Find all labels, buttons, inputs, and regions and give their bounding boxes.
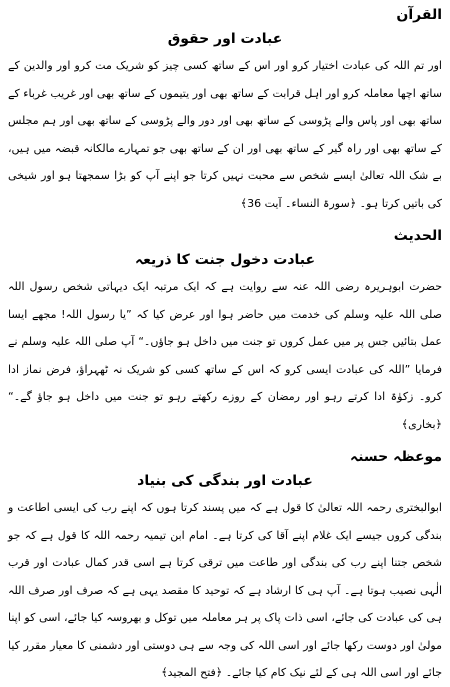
- hadith-text: حضرت ابوہریرہ رضی اللہ عنہ سے روایت ہے کہ ایک مرتبہ ایک دیہاتی شخص رسول اللہ صلی اللہ علیہ وسلم کی خدمت میں حاضر ہوا اور عرض کیا کہ ”یا رسول اللہ! مجھے ایسا عمل بتائیں جس پر میں عمل کروں تو جنت میں داخل ہو جاؤں۔“ آپ صلی اللہ علیہ وسلم نے فرمایا ”اللہ کی عبادت ایسی کرو کہ اس کے ساتھ کسی کو شریک نہ ٹھہراؤ، فرض نماز ادا کرو۔ زکوٰۃ ادا کرتے رہو اور رمضان کے روزے رکھتے رہو تو جنت میں داخل ہو جاؤ گے۔“ ﴿بخاری﴾: [8, 280, 442, 431]
- hadith-section-label: الحدیث: [393, 228, 442, 244]
- hadith-section: [8, 225, 442, 438]
- section-gap: [8, 438, 442, 446]
- section-gap: [8, 217, 442, 225]
- quran-section: [8, 4, 442, 217]
- quran-section-label: القرآن: [396, 7, 442, 23]
- hadith-section-title: عبادت دخول جنت کا ذریعہ: [134, 252, 316, 268]
- mauiza-section-label: موعظہ حسنہ: [350, 449, 442, 465]
- mauiza-text: ابوالبختری رحمہ اللہ تعالیٰ کا قول ہے کہ میں پسند کرتا ہوں کہ اپنے رب کی ایسی اطاعت و بندگی کروں جیسے ایک غلام اپنے آقا کی کرتا ہے۔ امام ابن تیمیہ رحمہ اللہ کا قول ہے کہ جو شخص جتنا اپنے رب کی بندگی اور طاعت میں ترقی کرتا ہے اسی قدر کمال عبادت اور قرب الٰہی نصیب ہوتا ہے۔ آپ ہی کا ارشاد ہے کہ توحید کا مقصد یہی ہے کہ صرف اور صرف اللہ ہی کی عبادت کی جائے، اسی ذات پاک پر ہر معاملہ میں توکل و بھروسہ کیا جائے، اسی کو اپنا مولیٰ اور دوست رکھا جائے اور اسی اللہ کی وجہ سے ہی دوستی اور دشمنی کا معیار مقرر کیا جائے اور اسی اللہ ہی کے لئے نیک کام کیا جائے۔ ﴿فتح المجید﴾: [8, 501, 442, 679]
- mauiza-section: [8, 446, 442, 687]
- mauiza-section-title: عبادت اور بندگی کی بنیاد: [137, 473, 313, 489]
- quran-verse-text: اور تم اللہ کی عبادت اختیار کرو اور اس کے ساتھ کسی چیز کو شریک مت کرو اور والدین کے ساتھ اچھا معاملہ کرو اور اہل قرابت کے ساتھ بھی اور یتیموں کے ساتھ بھی اور غریب غرباء کے ساتھ بھی اور پاس والے پڑوسی کے ساتھ بھی اور دور والے پڑوسی کے ساتھ بھی اور ہم مجلس کے ساتھ بھی اور راہ گیر کے ساتھ بھی اور ان کے ساتھ بھی جو تمہارے مالکانہ قبضہ میں ہیں، بے شک اللہ تعالیٰ ایسے شخص سے محبت نہیں کرتا جو اپنے آپ کو بڑا سمجھتا ہو اور شیخی کی باتیں کرتا ہو۔ ﴿سورۃ النساء۔ آیت 36﴾: [8, 59, 442, 210]
- quran-section-title: عبادت اور حقوق: [167, 31, 283, 47]
